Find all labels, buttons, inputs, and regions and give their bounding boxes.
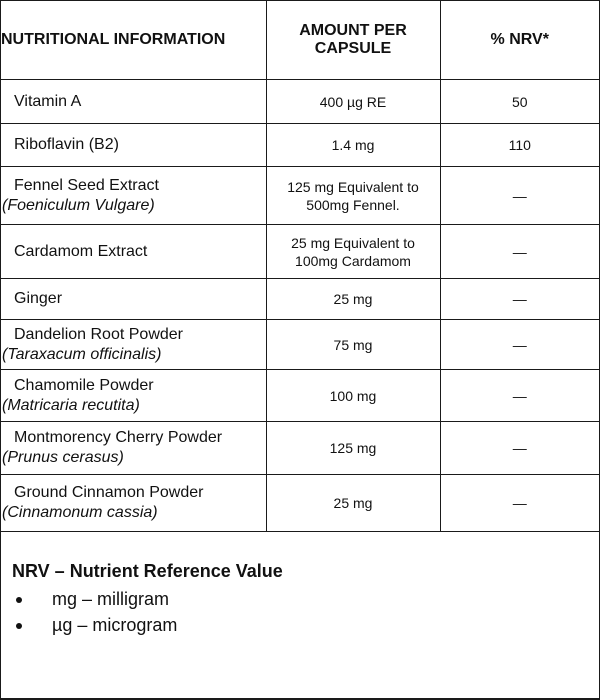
amount-value: 25 mg [333,495,373,511]
table-row [1,124,599,167]
nrv-value: — [440,370,599,422]
table-row [1,80,599,124]
amount-equivalent: 100mg Cardamom [295,252,411,269]
header-nrv: % NRV* [440,1,599,80]
amount-cell [266,370,440,422]
header-amount-line1: AMOUNT PER [299,22,407,39]
amount-cell [266,80,440,124]
nutrient-name-cell [1,475,266,532]
amount-value: 25 mg [333,291,373,307]
nrv-value: — [440,320,599,370]
nutrient-name: Cardamom Extract [14,242,148,260]
nutrient-latin-name: (Taraxacum officinalis) [2,345,162,363]
amount-cell [266,422,440,475]
amount-value: 75 mg [333,336,373,353]
table-row [1,370,599,422]
table-row [1,422,599,475]
amount-cell [266,225,440,279]
nrv-value: — [440,279,599,320]
amount-cell [266,124,440,167]
amount-value: 25 mg Equivalent to [291,234,415,251]
nutrient-name: Dandelion Root Powder [14,325,183,343]
nutrition-table [1,1,599,532]
amount-value: 1.4 mg [331,137,375,153]
amount-equivalent: 500mg Fennel. [306,196,400,213]
legend-item [1,612,599,638]
amount-value: 100 mg [329,387,377,404]
amount-cell [266,279,440,320]
header-nutritional-information: NUTRITIONAL INFORMATION [1,1,266,80]
nutrient-name-cell [1,225,266,279]
header-amount-per-capsule [266,1,440,80]
nutrient-latin-name: (Prunus cerasus) [2,449,124,466]
amount-cell [266,167,440,225]
nutrient-name-cell [1,279,266,320]
amount-value: 400 µg RE [319,93,387,110]
nutrient-name: Riboflavin (B2) [14,136,119,153]
nrv-value: 110 [440,124,599,167]
table-row [1,225,599,279]
legend-item-label: mg – milligram [52,589,170,609]
legend-title: NRV – Nutrient Reference Value [12,561,283,581]
amount-cell [266,475,440,532]
legend-item-label: µg – microgram [52,615,178,635]
amount-cell [266,320,440,370]
table-row [1,475,599,532]
header-row [1,1,599,80]
nrv-value: — [440,167,599,225]
nrv-value: — [440,475,599,532]
nutrient-name: Fennel Seed Extract [14,176,159,194]
amount-value: 125 mg [329,440,377,456]
nrv-legend [1,561,599,638]
table-row [1,320,599,370]
bullet-icon [16,597,22,603]
amount-value: 125 mg Equivalent to [287,178,419,195]
nutrient-name-cell [1,370,266,422]
table-row [1,279,599,320]
nutrient-latin-name: (Cinnamonum cassia) [2,504,158,521]
nutrient-name: Chamomile Powder [14,376,154,394]
nutrient-name: Montmorency Cherry Powder [14,429,223,446]
nutrient-name-cell [1,124,266,167]
nutrient-latin-name: (Foeniculum Vulgare) [2,196,155,214]
nutrient-name: Vitamin A [14,92,82,110]
nrv-value: — [440,225,599,279]
header-amount-line2: CAPSULE [314,40,392,57]
nrv-value: — [440,422,599,475]
nutrient-name-cell [1,167,266,225]
nutrient-name: Ginger [14,290,63,307]
table-row [1,167,599,225]
nutrient-name-cell [1,320,266,370]
nutrient-name-cell [1,422,266,475]
legend-item [1,586,599,612]
nutrient-name: Ground Cinnamon Powder [14,484,204,501]
nutrient-name-cell [1,80,266,124]
bullet-icon [16,623,22,629]
nutrient-latin-name: (Matricaria recutita) [2,396,140,414]
nrv-value: 50 [440,80,599,124]
